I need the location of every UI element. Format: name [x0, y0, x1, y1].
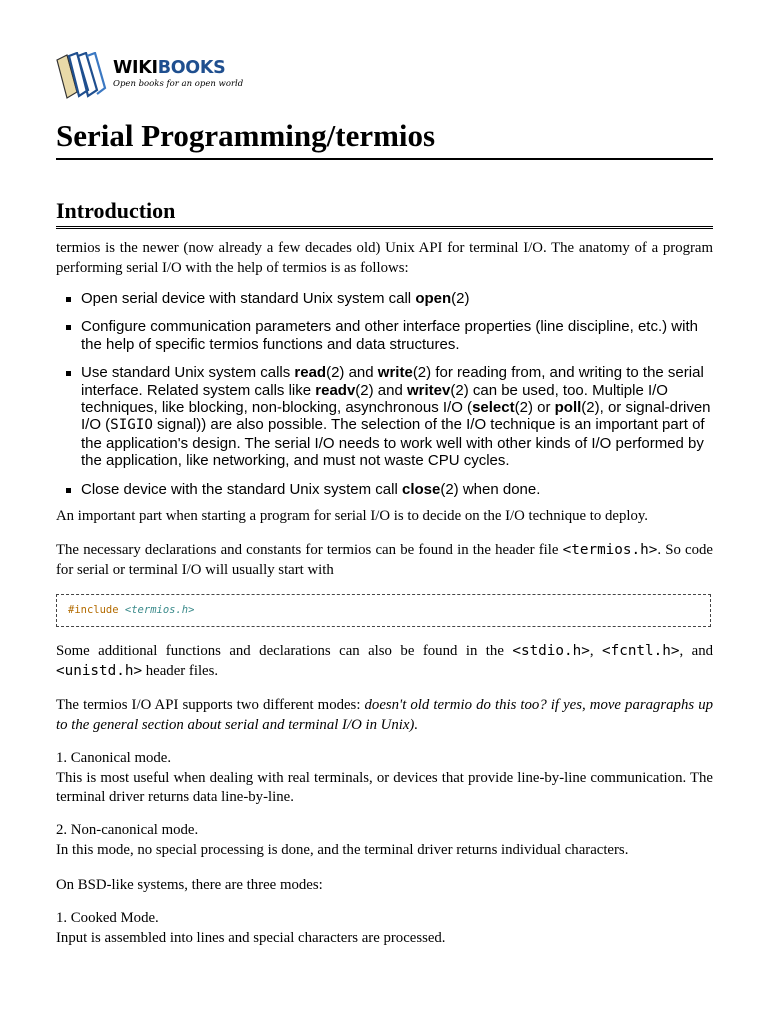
paragraph-declarations — [56, 541, 713, 580]
list-item-configure — [56, 318, 713, 353]
list-item-open — [56, 290, 713, 307]
code-directive: #include — [68, 604, 119, 616]
syscall-readv: readv — [315, 381, 356, 399]
text: (2) can be used, too. Multiple I/O techniques, like blocking, non-blocking, asynchronous I/O ( — [81, 381, 668, 417]
wikibooks-logo[interactable] — [55, 52, 255, 100]
text: Configure communication parameters and other interface properties (line discipline, etc.) with the help of specific termios functions and data structures. — [81, 318, 698, 353]
text: (2) — [451, 290, 470, 307]
text: Use standard Unix system calls — [81, 364, 295, 382]
text: (2) or — [514, 399, 555, 417]
logo-word-books: BOOKS — [157, 58, 226, 78]
text: (2) and — [355, 381, 407, 399]
text: (2), or signal-driven I/O ( — [81, 399, 711, 434]
syscall-close: close — [401, 480, 441, 498]
paragraph-additional-headers — [56, 642, 713, 681]
paragraph-noncanonical-mode — [56, 821, 713, 860]
text: Close device with the standard Unix system call — [81, 480, 402, 498]
logo-wordmark — [113, 58, 225, 78]
syscall-select: select — [472, 399, 515, 417]
mode-description: This is most useful when dealing with real terminals, or devices that provide line-by-line communication. The terminal driver returns data line-by-line. — [56, 769, 713, 806]
text: . So code for serial or terminal I/O will usually start with — [56, 542, 713, 578]
mode-heading: 1. Cooked Mode. — [56, 910, 159, 926]
code-line-include — [68, 604, 194, 616]
paragraph-canonical-mode — [56, 749, 713, 808]
text: (2) and — [326, 364, 378, 382]
text: signal)) are also possible. The selection of the I/O technique is an important part of the application's design. The serial I/O needs to work well with other kinds of I/O performed by the application, like networking, and must not waste CPU cycles. — [81, 416, 705, 470]
text: The termios I/O API supports two different modes: — [56, 697, 365, 713]
mode-heading: 1. Canonical mode. — [56, 750, 172, 766]
text: Some additional functions and declarations can also be found in the — [56, 643, 513, 659]
paragraph-cooked-mode — [56, 909, 713, 948]
editor-note: doesn't old termio do this too? if yes, move paragraphs up to the general section about serial and terminal I/O in Unix). — [56, 697, 713, 733]
paragraph-io-technique: An important part when starting a program for serial I/O is to decide on the I/O technique to deploy. — [56, 508, 648, 524]
intro-paragraph: termios is the newer (now already a few decades old) Unix API for terminal I/O. The anatomy of a program performing serial I/O with the help of termios is as follows: — [56, 240, 713, 276]
mode-description: In this mode, no special processing is done, and the terminal driver returns individual characters. — [56, 841, 629, 858]
list-item-close — [56, 481, 713, 498]
syscall-open: open — [415, 290, 452, 307]
text: The necessary declarations and constants for termios can be found in the header file — [56, 542, 563, 558]
logo-tagline: Open books for an open world — [113, 79, 244, 89]
text: , — [589, 643, 602, 659]
logo-word-wiki: WIKI — [113, 58, 158, 78]
code-header-name: <termios.h> — [124, 604, 195, 616]
wikibooks-books-icon — [55, 52, 107, 100]
text: header files. — [142, 662, 219, 679]
code-fcntl-h: <fcntl.h> — [602, 643, 680, 659]
text: (2) when done. — [440, 480, 541, 498]
text: (2) for reading from, and writing to the serial interface. Related system calls like — [81, 364, 704, 399]
syscall-writev: writev — [407, 381, 451, 399]
code-block — [56, 594, 711, 627]
syscall-write: write — [377, 364, 413, 382]
text: Open serial device with standard Unix system call — [81, 290, 416, 307]
code-unistd-h: <unistd.h> — [56, 662, 143, 679]
syscall-read: read — [294, 364, 327, 382]
code-stdio-h: <stdio.h> — [512, 643, 590, 659]
code-termios-h: <termios.h> — [562, 542, 658, 558]
paragraph-modes — [56, 696, 713, 735]
paragraph-bsd-modes: On BSD-like systems, there are three modes: — [56, 877, 323, 893]
text: , and — [679, 643, 713, 659]
page-title: Serial Programming/termios — [56, 116, 713, 160]
mode-description: Input is assembled into lines and special characters are processed. — [56, 929, 446, 946]
syscall-poll: poll — [554, 399, 582, 417]
mode-heading: 2. Non-canonical mode. — [56, 822, 199, 838]
section-heading-introduction: Introduction — [56, 197, 713, 229]
termios-steps-list — [56, 290, 713, 509]
code-sigio: SIGIO — [110, 417, 153, 434]
list-item-read-write — [56, 364, 713, 469]
